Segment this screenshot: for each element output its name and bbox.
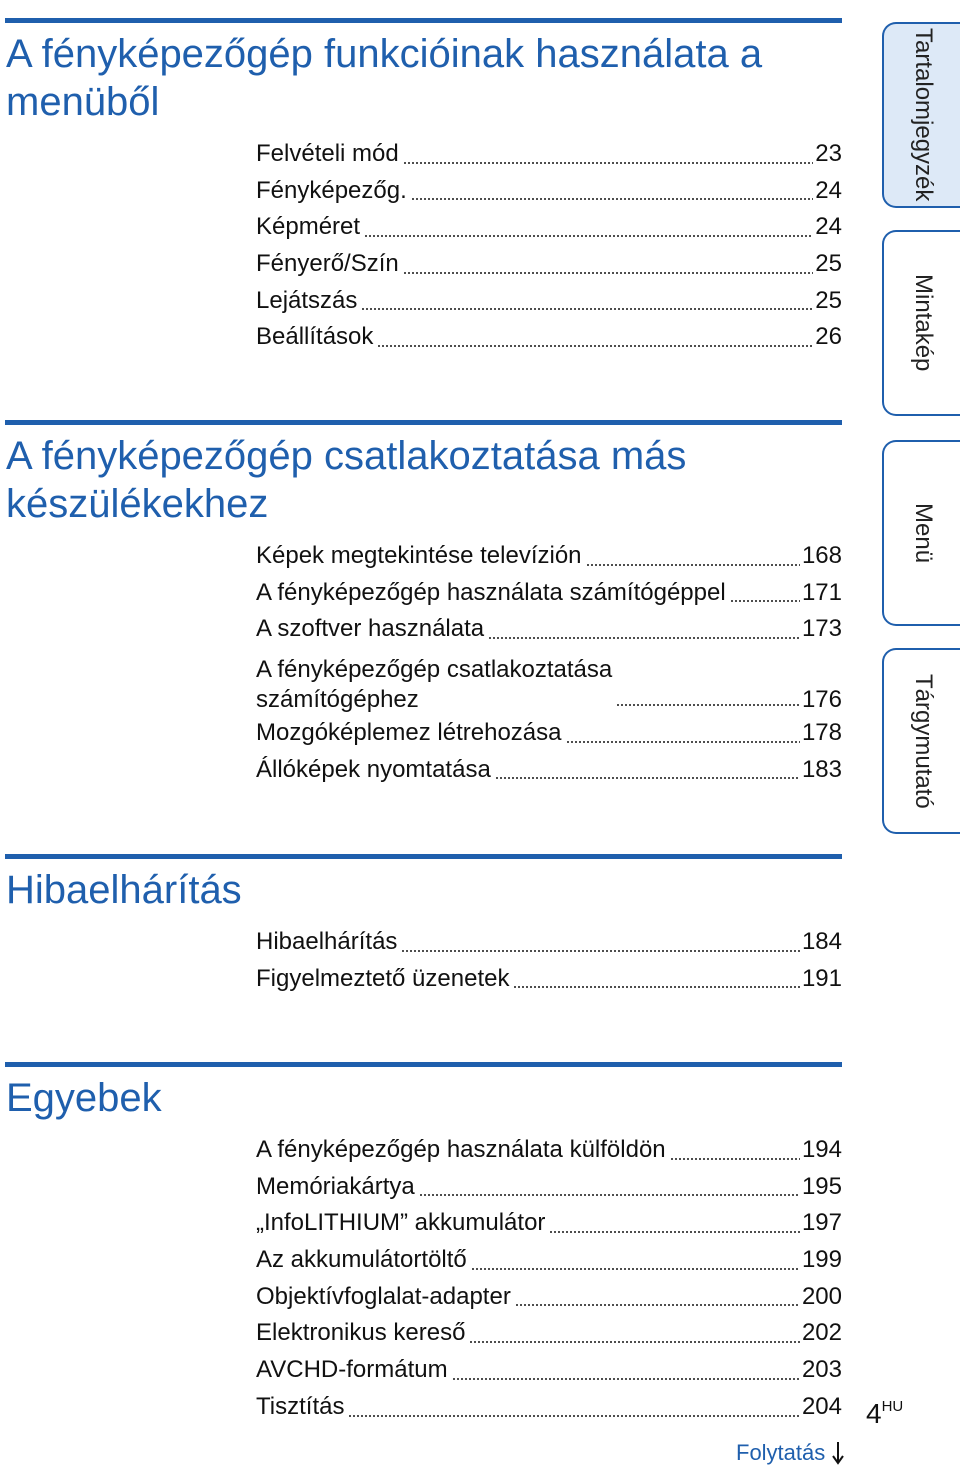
section-rule [5, 18, 842, 23]
toc-entry[interactable] [256, 538, 842, 575]
page-language: HU [881, 1397, 904, 1415]
section-rule [5, 854, 842, 859]
leader-dots [586, 564, 800, 566]
toc-entry[interactable] [256, 752, 842, 789]
toc-entry-label: Képméret [256, 213, 361, 241]
leader-dots [348, 1415, 800, 1417]
toc-entry-label: Fényképezőg. [256, 176, 407, 204]
toc-entry[interactable] [256, 1279, 842, 1316]
toc-entry-page: 178 [801, 719, 842, 747]
toc-entry-page: 194 [801, 1135, 842, 1163]
toc-entry-page: 200 [801, 1282, 842, 1310]
tab-label: Menü [910, 502, 937, 564]
toc-entry[interactable] [256, 319, 842, 356]
leader-dots [513, 986, 799, 988]
toc-entry-label: Fényerő/Szín [256, 250, 399, 278]
leader-dots [469, 1341, 800, 1343]
toc-entry-page: 202 [801, 1319, 842, 1347]
leader-dots [411, 198, 814, 200]
tab-label: Mintakép [910, 274, 937, 372]
toc-entry-page: 191 [801, 964, 842, 992]
toc-entry[interactable] [256, 1132, 842, 1169]
leader-dots [361, 308, 813, 310]
toc-entry-page: 168 [801, 541, 842, 569]
toc-entry-page: 197 [801, 1209, 842, 1237]
toc-entry-page: 26 [815, 323, 842, 351]
toc-entry-label: Felvételi mód [256, 139, 399, 167]
toc-entry[interactable] [256, 924, 842, 961]
leader-dots [471, 1268, 800, 1270]
toc-entry-label: „InfoLITHIUM” akkumulátor [256, 1209, 546, 1237]
toc-entry-label: AVCHD-formátum [256, 1356, 448, 1384]
continue-label: Folytatás [736, 1440, 826, 1465]
toc-entry-page: 195 [801, 1172, 842, 1200]
toc-entry[interactable] [256, 1242, 842, 1279]
toc-entry[interactable] [256, 1315, 842, 1352]
toc-entry-page: 176 [801, 686, 842, 714]
toc-list [256, 136, 842, 356]
toc-entry-page: 184 [801, 927, 842, 955]
section-menu-functions [0, 18, 842, 358]
toc-entry[interactable] [256, 611, 842, 648]
toc-entry-label: Állóképek nyomtatása [256, 755, 491, 783]
toc-entry[interactable] [256, 715, 842, 752]
section-title: Hibaelhárítás [6, 868, 242, 912]
tab-menu[interactable] [882, 440, 960, 626]
leader-dots [549, 1231, 800, 1233]
leader-dots [364, 235, 813, 237]
leader-dots [403, 162, 814, 164]
toc-entry[interactable] [256, 136, 842, 173]
section-title: A fényképezőgép csatlakoztatása más készülékekhez [6, 434, 687, 526]
leader-dots [401, 950, 800, 952]
toc-entry-label: Elektronikus kereső [256, 1319, 466, 1347]
tab-table-of-contents[interactable] [882, 22, 960, 208]
toc-list [256, 1132, 842, 1426]
toc-entry[interactable] [256, 1169, 842, 1206]
leader-dots [495, 777, 800, 779]
toc-entry[interactable] [256, 246, 842, 283]
toc-entry-page: 203 [801, 1356, 842, 1384]
leader-dots [377, 345, 813, 347]
leader-dots [566, 741, 800, 743]
tab-sample-photo[interactable] [882, 230, 960, 416]
toc-entry-label-line2: számítógéphez [256, 686, 419, 714]
toc-entry-label: Lejátszás [256, 286, 358, 314]
section-other [0, 1062, 842, 1432]
toc-entry-label: Objektívfoglalat-adapter [256, 1282, 511, 1310]
toc-entry-page: 199 [801, 1246, 842, 1274]
toc-entry-label: Az akkumulátortöltő [256, 1246, 467, 1274]
toc-entry-label: Hibaelhárítás [256, 927, 398, 955]
toc-entry-label: Beállítások [256, 323, 374, 351]
leader-dots [730, 600, 800, 602]
leader-dots [670, 1158, 800, 1160]
toc-entry-label: Mozgóképlemez létrehozása [256, 719, 562, 747]
continue-link[interactable] [736, 1440, 845, 1466]
section-title: A fényképezőgép funkcióinak használata a menüből [6, 32, 763, 124]
section-troubleshooting [0, 854, 842, 1004]
toc-entry[interactable] [256, 1352, 842, 1389]
toc-entry-page: 23 [815, 139, 842, 167]
toc-entry[interactable] [256, 648, 842, 715]
toc-entry-label: A fényképezőgép használata külföldön [256, 1135, 666, 1163]
tab-label: Tárgymutató [910, 673, 937, 809]
toc-entry-label: A fényképezőgép használata számítógéppel [256, 578, 726, 606]
toc-entry[interactable] [256, 173, 842, 210]
page-number [866, 1398, 903, 1430]
tab-label: Tartalomjegyzék [910, 28, 937, 202]
toc-entry-label: Képek megtekintése televízión [256, 541, 582, 569]
toc-entry[interactable] [256, 961, 842, 998]
arrow-down-icon [831, 1441, 845, 1465]
section-title: Egyebek [6, 1076, 162, 1120]
toc-entry-page: 171 [801, 578, 842, 606]
toc-entry-page: 25 [815, 250, 842, 278]
toc-entry[interactable] [256, 209, 842, 246]
toc-entry[interactable] [256, 1389, 842, 1426]
leader-dots [488, 637, 800, 639]
tab-index[interactable] [882, 648, 960, 834]
toc-list [256, 924, 842, 997]
toc-entry-page: 24 [815, 176, 842, 204]
toc-entry-page: 173 [801, 615, 842, 643]
toc-entry-page: 24 [815, 213, 842, 241]
toc-list [256, 538, 842, 788]
section-connecting-devices [0, 420, 842, 800]
toc-entry-page: 204 [801, 1392, 842, 1420]
toc-entry-label-block [256, 655, 612, 715]
leader-dots [616, 704, 800, 706]
toc-entry-label: Tisztítás [256, 1392, 345, 1420]
section-rule [5, 1062, 842, 1067]
toc-entry-label: Memóriakártya [256, 1172, 415, 1200]
toc-entry[interactable] [256, 575, 842, 612]
leader-dots [452, 1378, 800, 1380]
leader-dots [515, 1304, 800, 1306]
leader-dots [419, 1194, 800, 1196]
section-rule [5, 420, 842, 425]
toc-entry[interactable] [256, 1205, 842, 1242]
toc-entry-page: 183 [801, 755, 842, 783]
leader-dots [403, 272, 814, 274]
toc-entry-label: Figyelmeztető üzenetek [256, 964, 510, 992]
toc-entry-page: 25 [815, 286, 842, 314]
toc-entry-label: A szoftver használata [256, 615, 485, 643]
page-number-value: 4 [866, 1398, 882, 1429]
toc-entry-label: A fényképezőgép csatlakoztatása [256, 656, 613, 684]
toc-entry[interactable] [256, 283, 842, 320]
